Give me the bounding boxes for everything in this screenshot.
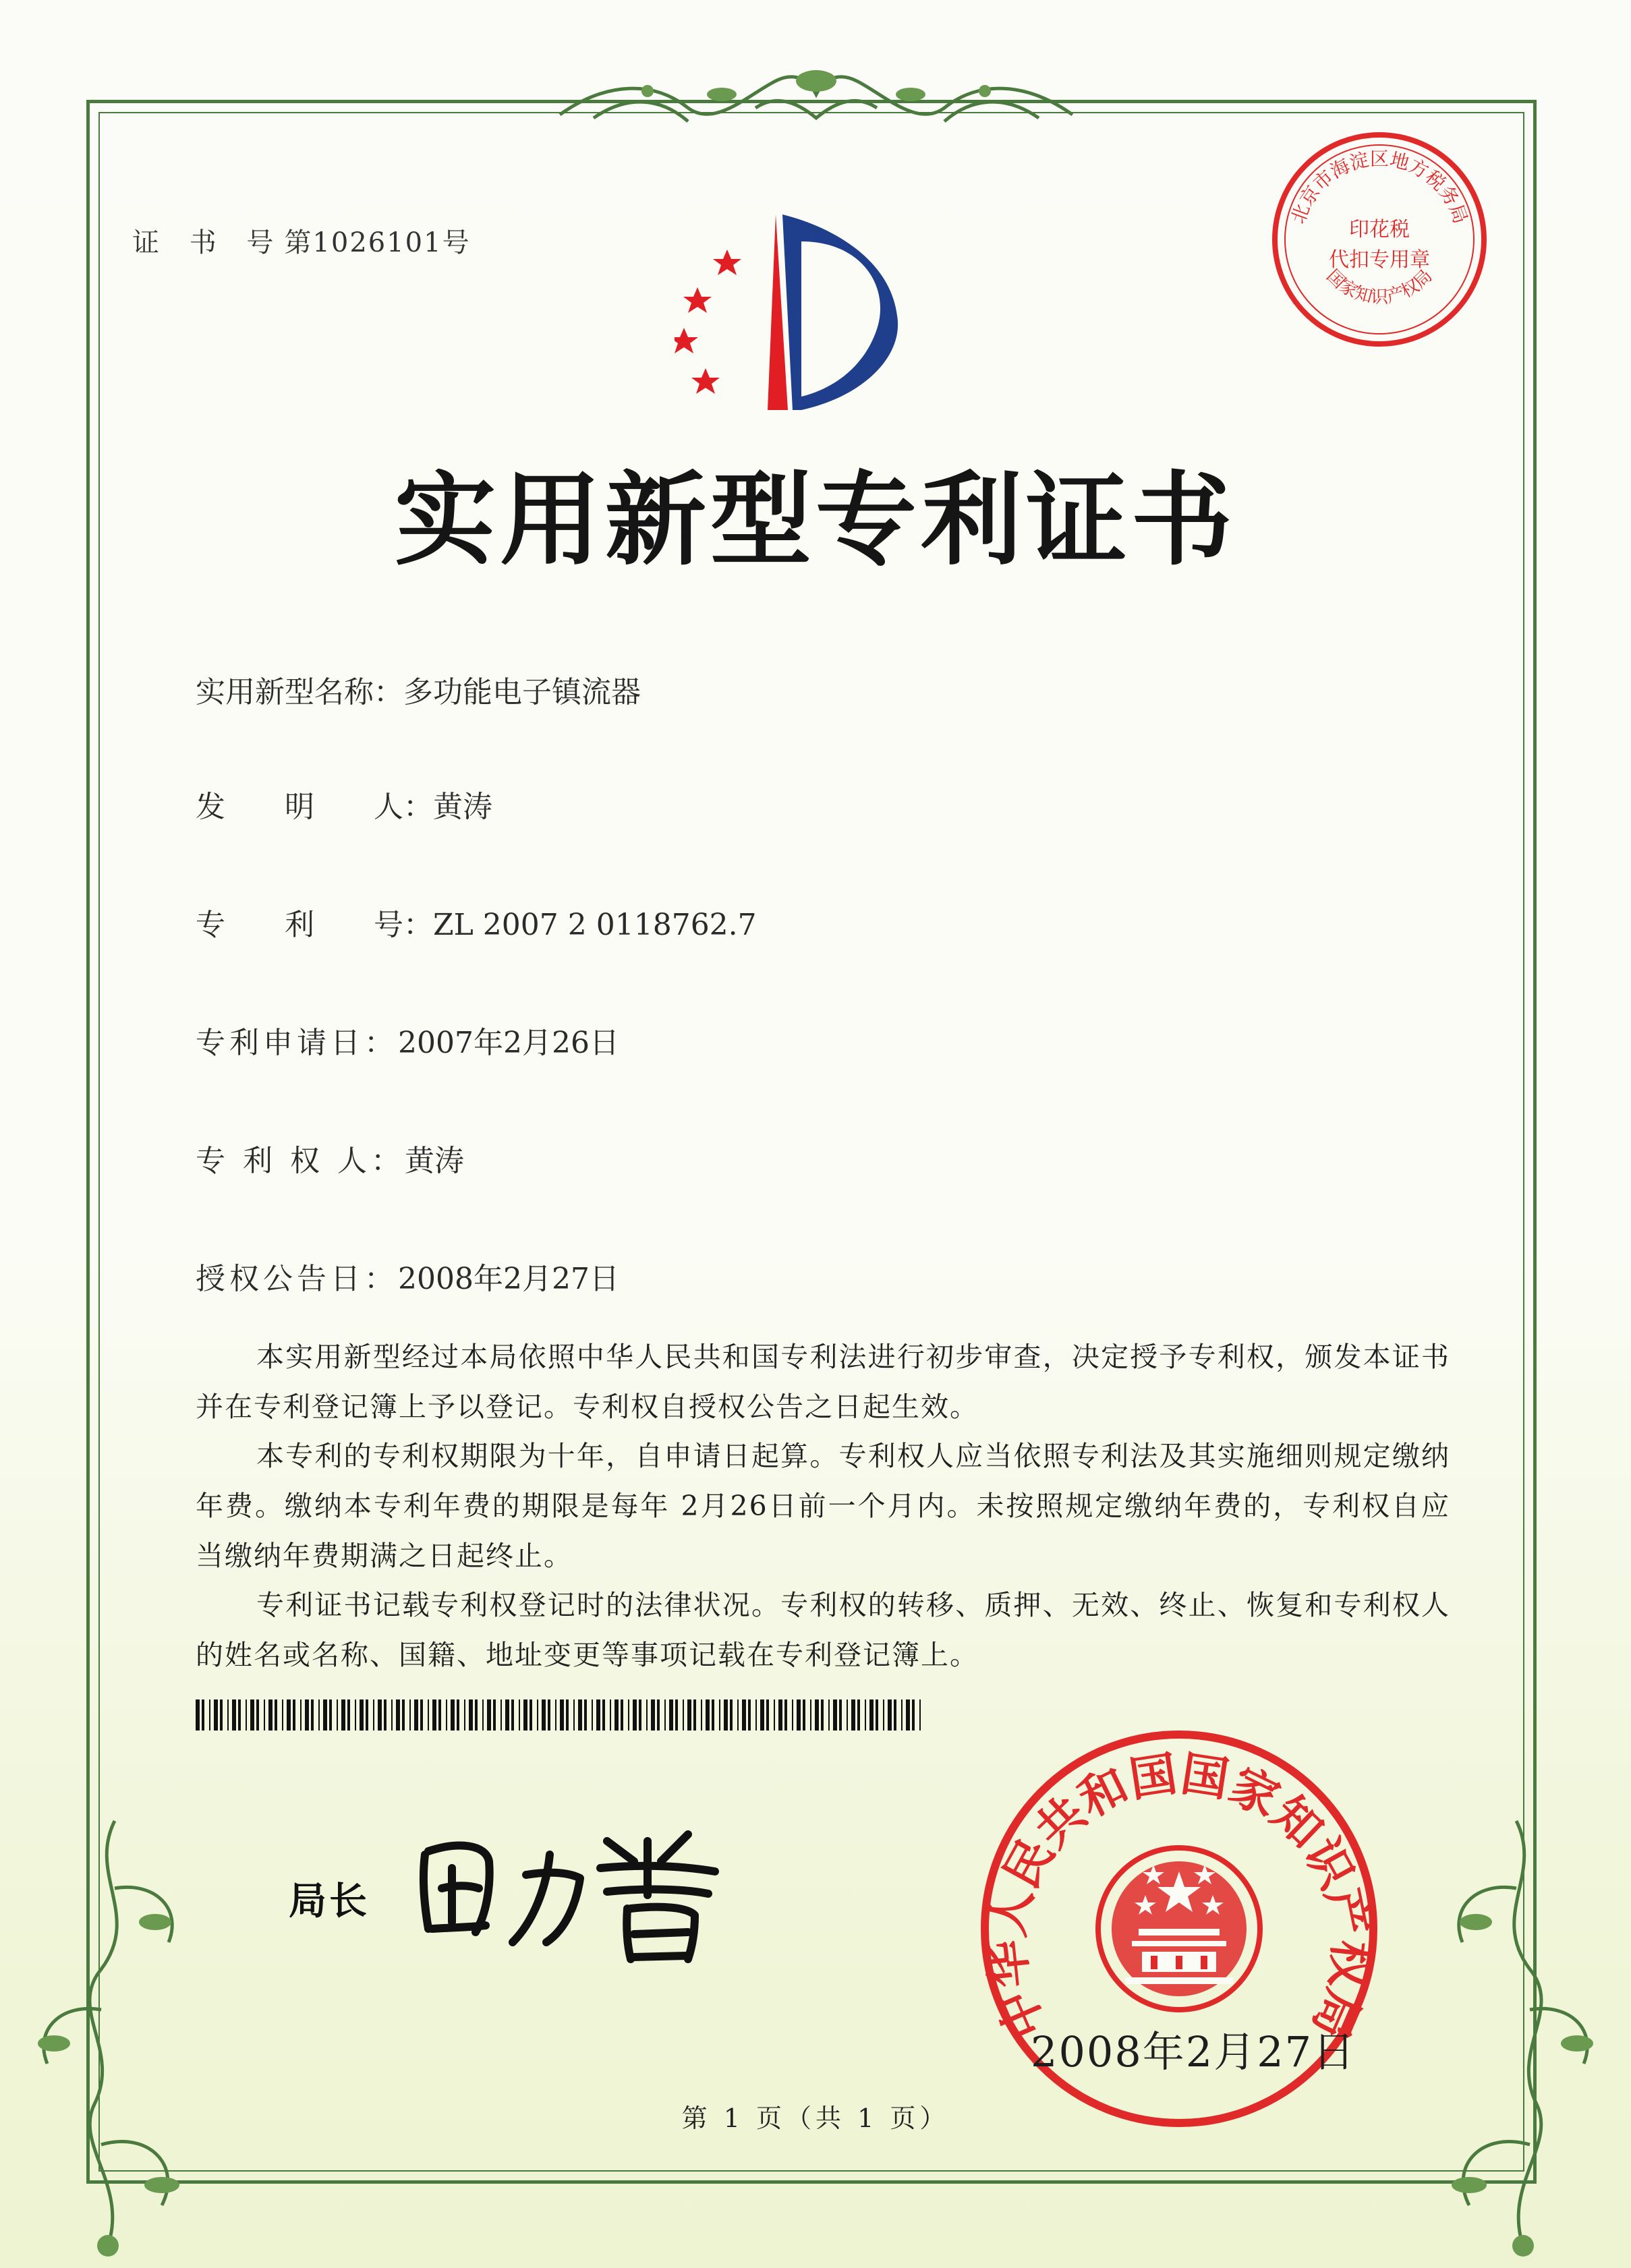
barcode-bar [378, 1699, 382, 1731]
barcode-bar [373, 1699, 374, 1731]
barcode-bar [833, 1699, 837, 1731]
barcode-bar [573, 1699, 575, 1731]
barcode-bar [687, 1699, 691, 1731]
barcode-bar [614, 1699, 619, 1731]
paragraph-grant-statement: 本实用新型经过本局依照中华人民共和国专利法进行初步审查，决定授予专利权，颁发本证书并在专利登记簿上予以登记。专利权自授权公告之日起生效。 [196, 1341, 1450, 1423]
barcode-bar [537, 1699, 538, 1731]
barcode-bar [883, 1699, 884, 1731]
barcode-bar [414, 1699, 418, 1731]
barcode-bar [748, 1699, 751, 1731]
barcode-bar [446, 1699, 447, 1731]
director-signature [411, 1814, 735, 1969]
barcode-bar [246, 1699, 247, 1731]
top-ornament-icon [553, 54, 1079, 142]
barcode-bar [797, 1699, 801, 1731]
barcode-icon [196, 1699, 925, 1731]
corner-ornament-icon [1415, 1807, 1618, 2266]
paragraph-legal-status: 专利证书记载专利权登记时的法律状况。专利权的转移、质押、无效、终止、恢复和专利权人的姓名或名称、国籍、地址变更等事项记载在专利登记簿上。 [196, 1589, 1450, 1671]
field-application-date: 专利申请日：2007年2月26日 [196, 1026, 619, 1060]
barcode-bar [596, 1699, 600, 1731]
barcode-bar [706, 1699, 710, 1731]
barcode-bar [220, 1699, 223, 1731]
barcode-bar [821, 1699, 824, 1731]
barcode-bar [628, 1699, 629, 1731]
barcode-bar [675, 1699, 678, 1731]
barcode-bar [578, 1699, 582, 1731]
barcode-bar [318, 1699, 320, 1731]
barcode-bar [256, 1699, 259, 1731]
field-utility-model-name: 实用新型名称：多功能电子镇流器 [196, 675, 641, 709]
barcode-bar [438, 1699, 441, 1731]
barcode-bar [360, 1699, 364, 1731]
barcode-bar [268, 1699, 273, 1731]
patent-office-logo-icon [675, 214, 904, 417]
barcode-bar [712, 1699, 714, 1731]
barcode-bar [487, 1699, 491, 1731]
barcode-bar [683, 1699, 684, 1731]
barcode-bar [719, 1699, 720, 1731]
barcode-bar [912, 1699, 915, 1731]
barcode-bar [610, 1699, 611, 1731]
tax-seal-icon [1268, 128, 1491, 351]
barcode-bar [639, 1699, 641, 1731]
barcode-bar [847, 1699, 848, 1731]
barcode-bar [432, 1699, 436, 1731]
barcode-bar [865, 1699, 866, 1731]
barcode-bar [869, 1699, 874, 1731]
barcode-bar [851, 1699, 855, 1731]
corner-ornament-icon [13, 1807, 216, 2266]
field-patentee: 专 利 权 人：黄涛 [196, 1144, 464, 1178]
barcode-bar [919, 1699, 921, 1731]
barcode-bar [742, 1699, 746, 1731]
barcode-bar [542, 1699, 546, 1731]
barcode-bar [482, 1699, 484, 1731]
barcode-bar [329, 1699, 332, 1731]
barcode-bar [337, 1699, 338, 1731]
barcode-bar [275, 1699, 277, 1731]
barcode-bar [602, 1699, 605, 1731]
barcode-bar [766, 1699, 769, 1731]
barcode-bar [311, 1699, 314, 1731]
barcode-bar [724, 1699, 728, 1731]
barcode-bar [803, 1699, 805, 1731]
barcode-bar [906, 1699, 910, 1731]
barcode-bar [493, 1699, 496, 1731]
barcode-bar [475, 1699, 478, 1731]
barcode-bar [402, 1699, 405, 1731]
director-label: 局长 [289, 1879, 370, 1923]
barcode-bar [366, 1699, 368, 1731]
barcode-bar [202, 1699, 204, 1731]
barcode-bar [264, 1699, 265, 1731]
barcode-bar [669, 1699, 673, 1731]
barcode-bar [469, 1699, 473, 1731]
barcode-bar [464, 1699, 465, 1731]
page-number: 第 1 页（共 1 页） [681, 2103, 950, 2133]
barcode-bar [828, 1699, 830, 1731]
barcode-bar [396, 1699, 400, 1731]
barcode-bar [839, 1699, 842, 1731]
barcode-bar [888, 1699, 892, 1731]
barcode-bar [810, 1699, 811, 1731]
barcode-bar [238, 1699, 241, 1731]
barcode-bar [428, 1699, 429, 1731]
barcode-bar [857, 1699, 860, 1731]
barcode-bar [384, 1699, 387, 1731]
barcode-bar [755, 1699, 757, 1731]
svg-text:代扣专用章: 代扣专用章 [1329, 248, 1430, 272]
barcode-bar [584, 1699, 587, 1731]
barcode-bar [287, 1699, 291, 1731]
barcode-bar [250, 1699, 254, 1731]
barcode-bar [341, 1699, 345, 1731]
barcode-bar [227, 1699, 229, 1731]
barcode-bar [391, 1699, 393, 1731]
barcode-bar [347, 1699, 350, 1731]
issue-date: 2008年2月27日 [1031, 2027, 1356, 2076]
barcode-bar [548, 1699, 550, 1731]
certificate-number: 证 书 号第1026101号 [132, 227, 471, 258]
barcode-bar [876, 1699, 878, 1731]
barcode-bar [232, 1699, 236, 1731]
barcode-bar [293, 1699, 295, 1731]
barcode-bar [760, 1699, 764, 1731]
barcode-bar [792, 1699, 793, 1731]
field-inventor: 发 明 人：黄涛 [196, 790, 492, 824]
svg-text:北京市海淀区地方税务局: 北京市海淀区地方税务局 [1286, 147, 1472, 227]
field-grant-date: 授权公告日：2008年2月27日 [196, 1262, 619, 1296]
barcode-bar [457, 1699, 459, 1731]
barcode-bar [305, 1699, 309, 1731]
barcode-bar [196, 1699, 200, 1731]
barcode-bar [592, 1699, 593, 1731]
barcode-bar [815, 1699, 819, 1731]
barcode-bar [566, 1699, 569, 1731]
barcode-bar [505, 1699, 509, 1731]
barcode-bar [451, 1699, 455, 1731]
paragraph-term-statement: 本专利的专利权期限为十年，自申请日起算。专利权人应当依照专利法及其实施细则规定缴纳年费。缴纳本专利年费的期限是每年 2月26日前一个月内。未按照规定缴纳年费的，专利权自应当缴纳年费期满之日起终止。 [196, 1440, 1450, 1572]
barcode-bar [511, 1699, 514, 1731]
barcode-bar [300, 1699, 302, 1731]
barcode-bar [693, 1699, 696, 1731]
barcode-bar [737, 1699, 739, 1731]
barcode-bar [555, 1699, 556, 1731]
field-patent-number: 专 利 号：ZL 2007 2 0118762.7 [196, 908, 757, 942]
svg-text:中华人民共和国国家知识产权局: 中华人民共和国国家知识产权局 [977, 1745, 1381, 2047]
barcode-bar [500, 1699, 502, 1731]
barcode-bar [214, 1699, 218, 1731]
barcode-bar [657, 1699, 660, 1731]
barcode-bar [530, 1699, 532, 1731]
barcode-bar [778, 1699, 782, 1731]
barcode-bar [323, 1699, 327, 1731]
barcode-bar [409, 1699, 411, 1731]
barcode-bar [730, 1699, 733, 1731]
barcode-bar [621, 1699, 623, 1731]
certificate-title: 实用新型专利证书 [394, 461, 1236, 579]
svg-text:印花税: 印花税 [1349, 218, 1410, 241]
barcode-bar [701, 1699, 702, 1731]
barcode-bar [355, 1699, 356, 1731]
svg-text:国家知识产权局: 国家知识产权局 [1322, 266, 1437, 308]
barcode-bar [633, 1699, 637, 1731]
barcode-bar [282, 1699, 283, 1731]
barcode-bar [894, 1699, 896, 1731]
barcode-bar [209, 1699, 210, 1731]
barcode-bar [523, 1699, 527, 1731]
barcode-bar [784, 1699, 787, 1731]
barcode-bar [901, 1699, 903, 1731]
barcode-bar [420, 1699, 423, 1731]
barcode-bar [519, 1699, 520, 1731]
barcode-bar [664, 1699, 666, 1731]
barcode-bar [560, 1699, 564, 1731]
barcode-bar [646, 1699, 648, 1731]
barcode-bar [774, 1699, 775, 1731]
barcode-bar [651, 1699, 655, 1731]
